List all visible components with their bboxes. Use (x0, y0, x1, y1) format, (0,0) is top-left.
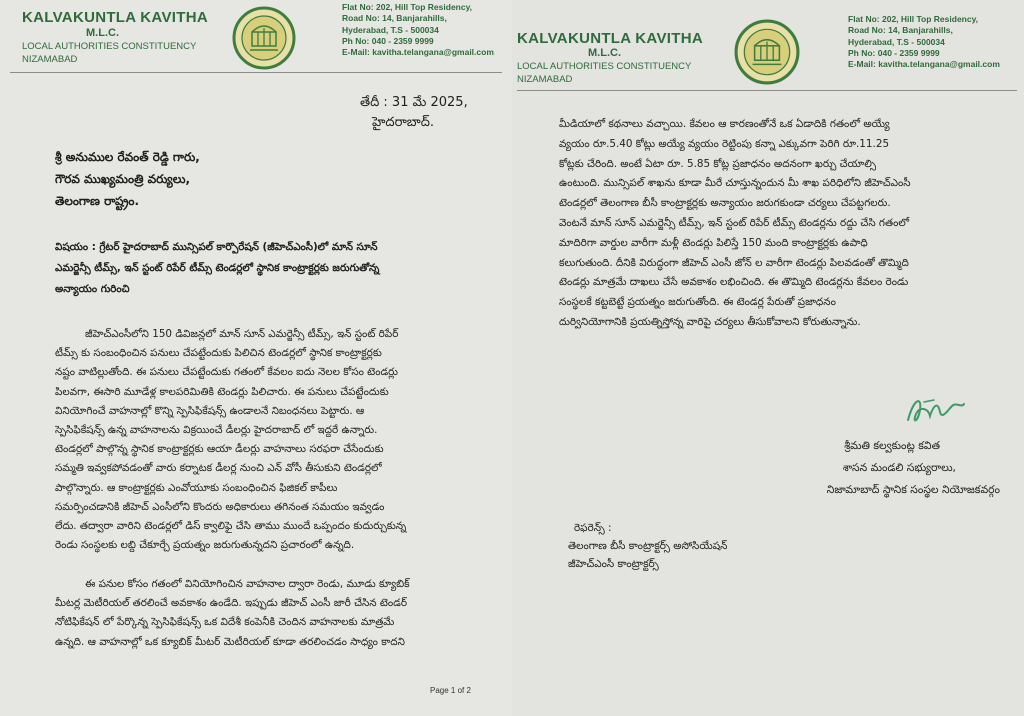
letterhead-constituency: LOCAL AUTHORITIES CONSTITUENCY (22, 41, 197, 52)
paragraph-line: వ్యయం రూ.5.40 కోట్లు అయ్యే వ్యయం రెట్టింపు కన్నా ఎక్కువగా పెరిగి రూ.11.25 (559, 137, 890, 150)
paragraph-line: వినియోగించే వాహనాల్లో కొన్ని స్పెసిఫికేషన్స్ ఉండాలనే నిబంధనలు పెట్టారు. ఆ (55, 404, 365, 417)
letterhead-address (848, 14, 1000, 70)
address-line: Ph No: 040 - 2359 9999 (848, 47, 940, 58)
paragraph-line: ఉంటుంది. మున్సిపల్ శాఖను కూడా మీరే చూస్తున్నందున మీ శాఖ పరిధిలోని జీహెచ్ఎంసీ (559, 177, 911, 190)
address-line: Road No: 14, Banjarahills, (342, 13, 447, 24)
email-line: E-Mail: kavitha.telangana@gmail.com (342, 47, 494, 58)
paragraph-line: కలుగుతుంది. దీనికి విరుద్ధంగా జీహెచ్ ఎంసీ జోన్ ల వారీగా టెండర్లు పిలవడంతో తొమ్మిది (559, 256, 909, 269)
paragraph-line: సమ్మతి ఇవ్వకపోవడంతో వారు కర్నాటక డీలర్ల నుంచి ఎన్ వోసీ తీసుకుని టెండర్లలో (55, 462, 382, 475)
telangana-emblem-seal (232, 6, 296, 70)
paragraph-line: పిలవగా, ఈసారి మూడేళ్ల కాలపరిమితికి టెండర్లు పిలిచారు. ఈ పనులు చేపట్టేందుకు (55, 385, 389, 398)
paragraph-line: దుర్వినియోగానికి ప్రయత్నిస్తోన్న వారిపై చర్యలు తీసుకోవాలని కోరుతున్నాను. (559, 315, 861, 328)
paragraph-line: ఉన్నది. ఆ వాహనాల్లో ఒక క్యూబిక్ మీటర్ మెటీరియల్ కూడా తరలించడం సాధ్యం కాదని (55, 635, 405, 648)
recipient-line: శ్రీ అనుముల రేవంత్ రెడ్డి గారు, (55, 150, 200, 164)
letterhead-designation: M.L.C. (588, 47, 621, 59)
paragraph-line: టెండర్లలో పాల్గొన్న స్థానిక కాంట్రాక్టర్లకు ఆయా డీలర్లు వాహనాలు సరఫరా చేసేందుకు (55, 443, 384, 456)
address-line: Hyderabad, T.S - 500034 (342, 24, 439, 35)
paragraph-line: వెంటనే మాన్ సూన్ ఎమర్జెన్సీ టీమ్స్, ఇన్ స్టంట్ రిపేర్ టీమ్స్ టెండర్లను రద్దు చేసి గతంలో (559, 216, 910, 229)
address-line: Hyderabad, T.S - 500034 (848, 36, 945, 47)
address-line: Ph No: 040 - 2359 9999 (342, 35, 434, 46)
address-line: Road No: 14, Banjarahills, (848, 25, 953, 36)
recipient-line: గౌరవ ముఖ్యమంత్రి వర్యులు, (55, 172, 191, 186)
paragraph-line: నోటిఫికేషన్ లో పేర్కొన్న స్పెసిఫికేషన్స్ ఒక విదేశీ కంపెనీకి చెందిన వాహనాలకు మాత్రమే (55, 616, 395, 629)
email-line: E-Mail: kavitha.telangana@gmail.com (848, 59, 1000, 70)
paragraph-line: మీడియాలో కథనాలు వచ్చాయి. కేవలం ఆ కారణంతోనే ఒక ఏడాదికి గతంలో అయ్యే (559, 118, 890, 130)
paragraph-line: నష్టం వాటిల్లుతోంది. ఈ పనులు చేపట్టేందుకు గతంలో కేవలం ఐదు నెలల కోసం టెండర్లు (55, 366, 398, 379)
letterhead-address (342, 2, 494, 58)
signatory-title: శాసన మండలి సభ్యురాలు, (842, 461, 956, 474)
recipient-block (55, 146, 200, 212)
letterhead-name: KALVAKUNTLA KAVITHA (517, 30, 703, 47)
subject-line: ఎమర్జెన్సీ టీమ్స్, ఇన్ స్టంట్ రిపేర్ టీమ్స్ టెండర్లలో స్థానిక కాంట్రాక్టర్లకు జరుగుతోన్న (55, 262, 380, 274)
letterhead-constituency: LOCAL AUTHORITIES CONSTITUENCY (517, 61, 692, 72)
paragraph-line: స్పెసిఫికేషన్స్ ఉన్న వాహనాలను విక్రయించే డీలర్లు హైదరాబాద్ లో ఇద్దరే ఉన్నారు. (55, 424, 378, 437)
paragraph-line: ఈ పనుల కోసం గతంలో వినియోగించిన వాహనాల ద్వారా రెండు, మూడు క్యూబిక్ (85, 578, 410, 590)
signature-mark (904, 390, 968, 430)
paragraph-line: జీహెచ్ఎంసీలోని 150 డివిజన్లలో మాన్ సూన్ ఎమర్జెన్సీ టీమ్స్, ఇన్ స్టంట్ రిపేర్ (85, 328, 399, 340)
subject-line: విషయం : గ్రేటర్ హైదరాబాద్ మున్సిపల్ కార్పొరేషన్ (జీహెచ్ఎంసీ)లో మాన్ సూన్ (55, 241, 378, 253)
paragraph-line: మాదిరిగా వార్డుల వారీగా మళ్లీ టెండర్లు పిలిస్తే 150 మంది కాంట్రాక్టర్లకు ఉపాధి (559, 236, 868, 249)
letterhead-district: NIZAMABAD (22, 54, 78, 65)
paragraph-line: మీటర్ల మెటీరియల్ తరలించే అవకాశం ఉండేది. ఇప్పుడు జీహెచ్ ఎంసీ జారీ చేసిన టెండర్ (55, 597, 408, 610)
reference-block (568, 519, 727, 573)
letter-date: తేదీ : 31 మే 2025, (360, 95, 468, 110)
letter-page-2 (512, 0, 1024, 716)
reference-line: జీహెచ్ఎంసీ కాంట్రాక్టర్స్ (568, 558, 659, 570)
signature-block (827, 435, 1000, 501)
address-line: Flat No: 202, Hill Top Residency, (848, 14, 979, 24)
reference-heading: రెఫరెన్స్ : (574, 522, 612, 534)
telangana-emblem-seal (734, 19, 800, 85)
paragraph-line: కోట్లకు చేరింది. అంటే ఏటా రూ. 5.85 కోట్ల ప్రజాధనం అదనంగా ఖర్చు చేయాల్సి (559, 157, 877, 170)
signatory-constituency: నిజామాబాద్ స్థానిక సంస్థల నియోజకవర్గం (826, 483, 1000, 496)
body-paragraph-2 (55, 575, 410, 652)
paragraph-line: రెండు సంస్థలకు లబ్ది చేకూర్చే ప్రయత్నం జరుగుతున్నదని ప్రచారంలో ఉన్నది. (55, 539, 355, 552)
paragraph-line: టీమ్స్ కు సంబంధించిన పనులు చేపట్టేందుకు పిలిచిన టెండర్లలో స్థానిక కాంట్రాక్టర్లకు (55, 347, 382, 360)
reference-line: తెలంగాణ బీసీ కాంట్రాక్టర్స్ అసోసియేషన్ (568, 540, 728, 552)
signatory-name: శ్రీమతి కల్వకుంట్ల కవిత (844, 439, 940, 452)
letterhead-name: KALVAKUNTLA KAVITHA (22, 9, 208, 26)
address-line: Flat No: 202, Hill Top Residency, (342, 2, 473, 12)
subject-line: అన్యాయం గురించి (55, 283, 130, 295)
paragraph-line: టెండర్లలో తెలంగాణ బీసీ కాంట్రాక్టర్లకు అన్యాయం జరుగకుండా చర్యలు చేపట్టగలరు. (559, 197, 891, 210)
letterhead-divider (10, 72, 502, 73)
paragraph-line: పాల్గొన్నారు. ఆ కాంట్రాక్టర్లకు ఎంవోయూకు సంబంధించిన ఫిజికల్ కాపీలు (55, 481, 338, 494)
paragraph-line: సంస్థలకే కట్టబెట్టే ప్రయత్నం జరుగుతోంది. ఈ టెండర్ల పేరుతో ప్రజాధనం (559, 296, 836, 309)
paragraph-line: టెండర్లు మాత్రమే దాఖలు చేసే అవకాశం లభించింది. ఈ తొమ్మిది టెండర్లను కేవలం రెండు (559, 276, 909, 289)
subject-block (55, 237, 379, 300)
body-paragraph-1 (55, 325, 406, 555)
letterhead-designation: M.L.C. (86, 27, 119, 39)
paragraph-line: లేదు. తద్వారా వారిని టెండర్లలో డిస్ క్వాలిఫై చేసి తాము ముందే ఒప్పందం కుదుర్చుకున్న (55, 520, 407, 533)
paragraph-line: సమర్పించడానికి జీహెచ్ ఎంసీలోని కొందరు అధికారులు తగినంత సమయం ఇవ్వడం (55, 500, 385, 513)
page-number: Page 1 of 2 (430, 686, 471, 695)
letter-place: హైదరాబాద్. (372, 115, 435, 130)
letterhead-divider (517, 90, 1017, 91)
letterhead-district: NIZAMABAD (517, 74, 573, 85)
recipient-line: తెలంగాణ రాష్ట్రం. (55, 194, 140, 208)
body-paragraph-3 (559, 115, 911, 333)
